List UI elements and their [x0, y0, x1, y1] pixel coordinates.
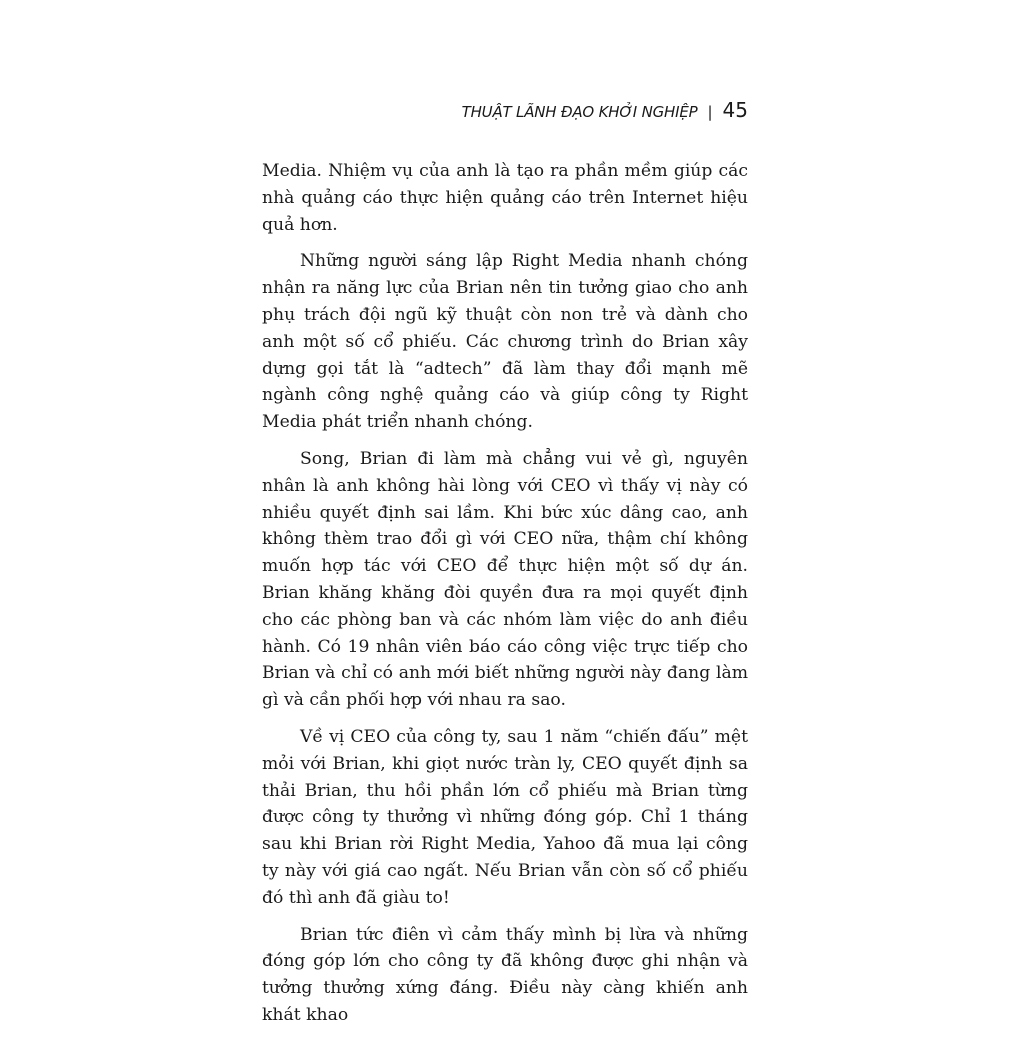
header-separator: |	[707, 103, 713, 121]
paragraph-5: Brian tức điên vì cảm thấy mình bị lừa và những đóng góp lớn cho công ty đã không được ghi nhận và tưởng thưởng xứng đáng. Điều này càng khiến anh khát khao	[262, 924, 748, 1025]
paragraph-3: Song, Brian đi làm mà chẳng vui vẻ gì, nguyên nhân là anh không hài lòng với CEO vì thấy vị này có nhiều quyết định sai lầm. Khi bức xúc dâng cao, anh không thèm trao đổi gì với CEO nữa, thậm chí không muốn hợp tác với CEO để thực hiện một số dự án. Brian khăng khăng đòi quyền đưa ra mọi quyết định cho các phòng ban và các nhóm làm việc do anh điều hành. Có 19 nhân viên báo cáo công việc trực tiếp cho Brian và chỉ có anh mới biết những người này đang làm gì và cần phối hợp với nhau ra sao.	[262, 448, 748, 711]
running-title: THUẬT LÃNH ĐẠO KHỞI NGHIỆP	[461, 103, 698, 121]
body-text	[262, 158, 748, 1039]
paragraph-1: Media. Nhiệm vụ của anh là tạo ra phần mềm giúp các nhà quảng cáo thực hiện quảng cáo trên Internet hiệu quả hơn.	[262, 161, 748, 235]
paragraph-2: Những người sáng lập Right Media nhanh chóng nhận ra năng lực của Brian nên tin tưởng giao cho anh phụ trách đội ngũ kỹ thuật còn non trẻ và dành cho anh một số cổ phiếu. Các chương trình do Brian xây dựng gọi tắt là “adtech” đã làm thay đổi mạnh mẽ ngành công nghệ quảng cáo và giúp công ty Right Media phát triển nhanh chóng.	[262, 251, 748, 433]
running-header	[462, 98, 748, 122]
paragraph-4: Về vị CEO của công ty, sau 1 năm “chiến đấu” mệt mỏi với Brian, khi giọt nước tràn ly, CEO quyết định sa thải Brian, thu hồi phần lớn cổ phiếu mà Brian từng được công ty thưởng vì những đóng góp. Chỉ 1 tháng sau khi Brian rời Right Media, Yahoo đã mua lại công ty này với giá cao ngất. Nếu Brian vẫn còn số cổ phiếu đó thì anh đã giàu to!	[262, 726, 748, 908]
page-number: 45	[722, 98, 748, 122]
